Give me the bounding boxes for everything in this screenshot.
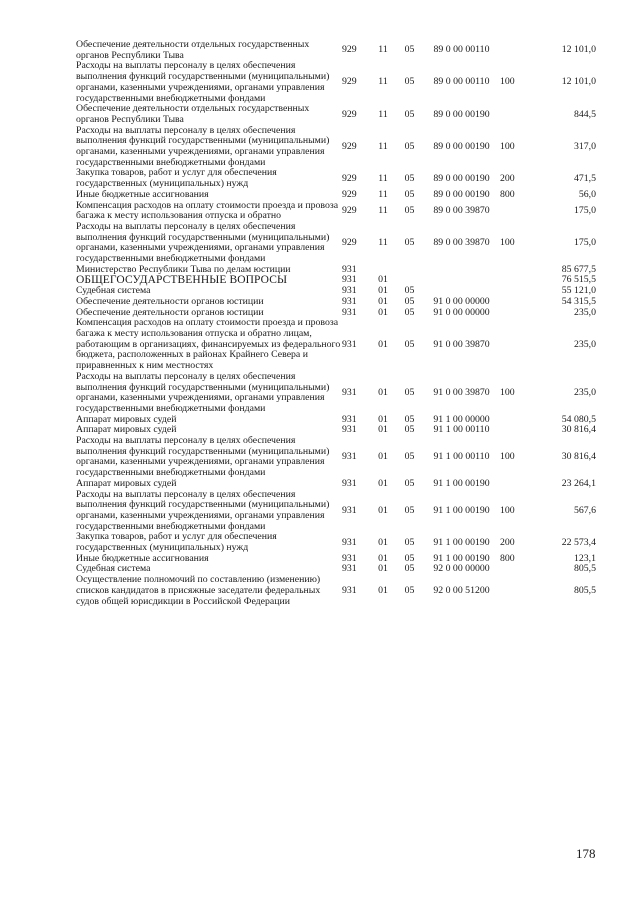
row-amount: 844,5 — [573, 108, 596, 120]
row-name: Обеспечение деятельности органов юстиции — [76, 306, 264, 318]
row-name: Обеспечение деятельности отдельных государственных органов Республики Тыва — [76, 103, 310, 125]
row-name: Аппарат мировых судей — [76, 413, 177, 425]
row-target-article: 89 0 00 00190 — [433, 188, 490, 200]
row-target-article: 92 0 00 51200 — [433, 584, 490, 596]
row-expense-type — [500, 425, 530, 436]
row-section-code: 01 — [378, 563, 388, 575]
row-ministry-code: 929 — [342, 204, 357, 216]
row-expense-type: 200 — [500, 172, 515, 184]
row-expense-type — [500, 201, 530, 222]
row-subsection-code: 05 — [404, 504, 415, 516]
row-target-article: 91 1 00 00190 — [433, 477, 490, 489]
row-ministry-code: 931 — [342, 386, 357, 398]
row-expense-type — [500, 265, 530, 276]
row-subsection-code: 05 — [404, 108, 415, 120]
row-subsection-code: 05 — [404, 306, 415, 318]
row-expense-type — [500, 40, 530, 61]
table-row — [76, 126, 596, 169]
table-row — [76, 554, 596, 565]
table-row — [76, 575, 596, 607]
row-amount: 22 573,4 — [561, 536, 596, 548]
table-row — [76, 275, 596, 286]
row-target-article: 89 0 00 00110 — [433, 76, 490, 88]
budget-table-body — [76, 40, 596, 607]
row-expense-type — [500, 575, 530, 607]
row-name: Расходы на выплаты персоналу в целях обеспечения выполнения функций государственными (муниципальными) органами, казенными учреждениями, органами управления государственными внебюджетными фондами — [76, 488, 330, 532]
row-ministry-code: 931 — [342, 504, 357, 516]
row-subsection-code: 05 — [404, 237, 415, 248]
row-amount: 55 121,0 — [561, 285, 596, 297]
row-ministry-code: 929 — [342, 237, 357, 248]
row-subsection-code: 05 — [404, 172, 415, 184]
row-section-code: 01 — [378, 274, 388, 286]
row-amount: 235,0 — [573, 306, 596, 318]
row-ministry-code: 929 — [342, 140, 357, 152]
row-amount: 12 101,0 — [561, 76, 596, 88]
row-expense-type — [500, 286, 530, 297]
row-section-code: 11 — [378, 188, 388, 200]
row-section-code: 01 — [378, 386, 388, 398]
row-section-code: 01 — [378, 504, 388, 516]
row-target-article: 92 0 00 00000 — [433, 563, 490, 575]
row-amount: 235,0 — [573, 386, 596, 398]
row-expense-type: 800 — [500, 552, 515, 564]
row-expense-type — [500, 318, 530, 372]
row-subsection-code: 05 — [404, 477, 415, 489]
row-name: Компенсация расходов на оплату стоимости проезда и провоза багажа к месту использования отпуска и обратно — [76, 199, 339, 222]
row-expense-type: 100 — [500, 386, 515, 398]
row-amount: 567,6 — [573, 504, 596, 516]
row-name: Иные бюджетные ассигнования — [76, 552, 209, 564]
row-subsection-code: 05 — [404, 386, 415, 398]
page-number: 178 — [576, 846, 596, 861]
row-section-code: 01 — [378, 451, 388, 463]
row-amount: 235,0 — [573, 338, 596, 350]
table-row — [76, 201, 596, 222]
row-ministry-code: 929 — [342, 172, 357, 184]
row-amount: 23 264,1 — [561, 477, 596, 489]
row-amount: 30 816,4 — [561, 424, 596, 436]
row-ministry-code: 931 — [342, 306, 357, 318]
row-ministry-code: 931 — [342, 563, 357, 575]
row-amount: 54 080,5 — [561, 413, 596, 425]
row-target-article: 89 0 00 39870 — [433, 204, 490, 216]
row-name: Расходы на выплаты персоналу в целях обеспечения выполнения функций государственными (муниципальными) органами, казенными учреждениями, органами управления государственными внебюджетными фондами — [76, 124, 330, 168]
table-row — [76, 318, 596, 372]
row-name: Расходы на выплаты персоналу в целях обеспечения выполнения функций государственными (муниципальными) органами, казенными учреждениями, органами управления государственными внебюджетными фондами — [76, 220, 330, 265]
row-ministry-code: 929 — [342, 44, 357, 56]
row-amount: 76 515,5 — [561, 274, 596, 286]
row-ministry-code: 931 — [342, 295, 357, 307]
table-row — [76, 104, 596, 125]
row-name: Аппарат мировых судей — [76, 477, 177, 489]
row-ministry-code: 931 — [342, 413, 357, 425]
row-section-code: 01 — [378, 536, 388, 548]
row-expense-type — [500, 564, 530, 575]
row-name: Осуществление полномочий по составлению (изменению) списков кандидатов в присяжные заседатели федеральных судов общей юрисдикции в Российской Федерации — [76, 574, 321, 607]
row-amount: 805,5 — [573, 563, 596, 575]
row-section-code: 11 — [378, 140, 388, 152]
row-name: Компенсация расходов на оплату стоимости проезда и провоза багажа к месту использования отпуска и обратно лицам, работающим в организациях, финансируемых из федерального бюджета, расположенных в районах Крайнего Севера и приравненных к ним местностях — [76, 317, 341, 372]
row-amount: 471,5 — [573, 172, 596, 184]
row-ministry-code: 931 — [342, 285, 357, 297]
row-amount: 317,0 — [573, 140, 596, 152]
row-section-code: 01 — [378, 285, 388, 297]
row-name: Закупка товаров, работ и услуг для обеспечения государственных (муниципальных) нужд — [76, 531, 277, 554]
row-ministry-code: 931 — [342, 274, 357, 286]
row-ministry-code: 931 — [342, 451, 357, 463]
row-subsection-code: 05 — [404, 536, 415, 548]
row-name: Расходы на выплаты персоналу в целях обеспечения выполнения функций государственными (муниципальными) органами, казенными учреждениями, органами управления государственными внебюджетными фондами — [76, 435, 330, 479]
row-subsection-code — [396, 265, 423, 276]
row-ministry-code: 931 — [342, 477, 357, 489]
row-target-article: 91 1 00 00190 — [433, 504, 490, 516]
row-amount: 12 101,0 — [561, 44, 596, 56]
row-expense-type — [500, 308, 530, 319]
row-name: Обеспечение деятельности отдельных государственных органов Республики Тыва — [76, 39, 310, 61]
row-section-code: 11 — [378, 204, 388, 216]
row-target-article: 89 0 00 00190 — [433, 140, 490, 152]
row-section-code: 11 — [378, 237, 388, 248]
row-subsection-code: 05 — [404, 338, 415, 350]
row-target-article: 91 1 00 00110 — [433, 424, 490, 436]
row-target-article: 91 0 00 00000 — [433, 295, 490, 307]
row-ministry-code: 929 — [342, 76, 357, 88]
row-section-code: 11 — [378, 76, 388, 88]
row-subsection-code: 05 — [404, 424, 415, 436]
row-name: Закупка товаров, работ и услуг для обеспечения государственных (муниципальных) нужд — [76, 167, 277, 190]
table-row — [76, 222, 596, 265]
row-target-article — [423, 275, 500, 286]
row-subsection-code: 05 — [404, 413, 415, 425]
row-subsection-code: 05 — [404, 204, 415, 216]
row-subsection-code: 05 — [404, 584, 415, 596]
row-section-code: 11 — [378, 108, 388, 120]
row-name: Аппарат мировых судей — [76, 424, 177, 436]
budget-table — [76, 40, 596, 607]
row-target-article: 89 0 00 00190 — [433, 172, 490, 184]
row-target-article: 91 1 00 00190 — [433, 552, 490, 564]
row-subsection-code: 05 — [404, 295, 415, 307]
row-amount: 54 315,5 — [561, 295, 596, 307]
row-section-code: 01 — [378, 552, 388, 564]
row-subsection-code: 05 — [404, 140, 415, 152]
table-row — [76, 61, 596, 104]
row-subsection-code: 05 — [404, 188, 415, 200]
row-expense-type: 100 — [500, 451, 515, 463]
row-name: ОБЩЕГОСУДАРСТВЕННЫЕ ВОПРОСЫ — [76, 274, 288, 287]
row-expense-type: 100 — [500, 76, 515, 88]
row-amount: 123,1 — [573, 552, 596, 564]
row-ministry-code: 931 — [342, 424, 357, 436]
row-expense-type: 100 — [500, 504, 515, 516]
table-row — [76, 490, 596, 533]
row-ministry-code: 931 — [342, 536, 357, 548]
row-section-code: 01 — [378, 584, 388, 596]
table-row — [76, 436, 596, 479]
row-target-article: 89 0 00 00190 — [433, 108, 490, 120]
row-expense-type: 800 — [500, 188, 515, 200]
row-amount: 85 677,5 — [561, 263, 596, 275]
row-subsection-code: 05 — [404, 76, 415, 88]
row-section-code: 01 — [378, 338, 388, 350]
row-target-article: 91 1 00 00000 — [433, 413, 490, 425]
row-target-article: 89 0 00 00110 — [433, 44, 490, 56]
row-section-code: 01 — [378, 306, 388, 318]
row-section-code: 01 — [378, 413, 388, 425]
row-ministry-code: 931 — [342, 338, 357, 350]
table-row — [76, 168, 596, 189]
row-amount: 175,0 — [573, 237, 596, 248]
row-expense-type — [500, 479, 530, 490]
row-target-article: 91 1 00 00190 — [433, 536, 490, 548]
row-amount: 805,5 — [573, 584, 596, 596]
row-section-code: 01 — [378, 424, 388, 436]
row-ministry-code: 931 — [342, 552, 357, 564]
row-expense-type: 100 — [500, 140, 515, 152]
row-target-article: 89 0 00 39870 — [433, 237, 490, 248]
row-expense-type: 200 — [500, 536, 515, 548]
row-subsection-code: 05 — [404, 451, 415, 463]
row-ministry-code: 929 — [342, 188, 357, 200]
row-name: Расходы на выплаты персоналу в целях обеспечения выполнения функций государственными (муниципальными) органами, казенными учреждениями, органами управления государственными внебюджетными фондами — [76, 370, 330, 414]
row-section-code: 11 — [378, 172, 388, 184]
row-name: Иные бюджетные ассигнования — [76, 188, 209, 200]
row-subsection-code: 05 — [404, 285, 415, 297]
row-section-code: 11 — [378, 44, 388, 56]
row-subsection-code: 05 — [404, 563, 415, 575]
row-expense-type — [500, 104, 530, 125]
row-expense-type: 100 — [500, 237, 515, 248]
row-name: Судебная система — [76, 285, 151, 297]
row-expense-type — [500, 297, 530, 308]
table-row — [76, 479, 596, 490]
row-target-article — [423, 265, 500, 276]
row-amount: 30 816,4 — [561, 451, 596, 463]
row-ministry-code: 931 — [342, 263, 357, 275]
row-section-code: 01 — [378, 477, 388, 489]
row-name: Обеспечение деятельности органов юстиции — [76, 295, 264, 307]
table-row — [76, 190, 596, 201]
row-amount: 56,0 — [578, 188, 596, 200]
row-amount: 175,0 — [573, 204, 596, 216]
row-expense-type — [500, 415, 530, 426]
row-ministry-code: 929 — [342, 108, 357, 120]
row-target-article: 91 0 00 39870 — [433, 386, 490, 398]
table-row — [76, 40, 596, 61]
row-subsection-code: 05 — [404, 552, 415, 564]
row-subsection-code: 05 — [404, 44, 415, 56]
row-ministry-code: 931 — [342, 584, 357, 596]
table-row — [76, 372, 596, 415]
row-name: Расходы на выплаты персоналу в целях обеспечения выполнения функций государственными (муниципальными) органами, казенными учреждениями, органами управления государственными внебюджетными фондами — [76, 60, 330, 104]
table-row — [76, 297, 596, 308]
row-name: Судебная система — [76, 563, 151, 575]
row-name: Министерство Республики Тыва по делам юстиции — [76, 263, 291, 275]
row-expense-type — [500, 275, 530, 286]
table-row — [76, 532, 596, 553]
row-target-article: 91 1 00 00110 — [433, 451, 490, 463]
row-target-article: 91 0 00 00000 — [433, 306, 490, 318]
row-target-article: 91 0 00 39870 — [433, 338, 490, 350]
row-section-code: 01 — [378, 295, 388, 307]
